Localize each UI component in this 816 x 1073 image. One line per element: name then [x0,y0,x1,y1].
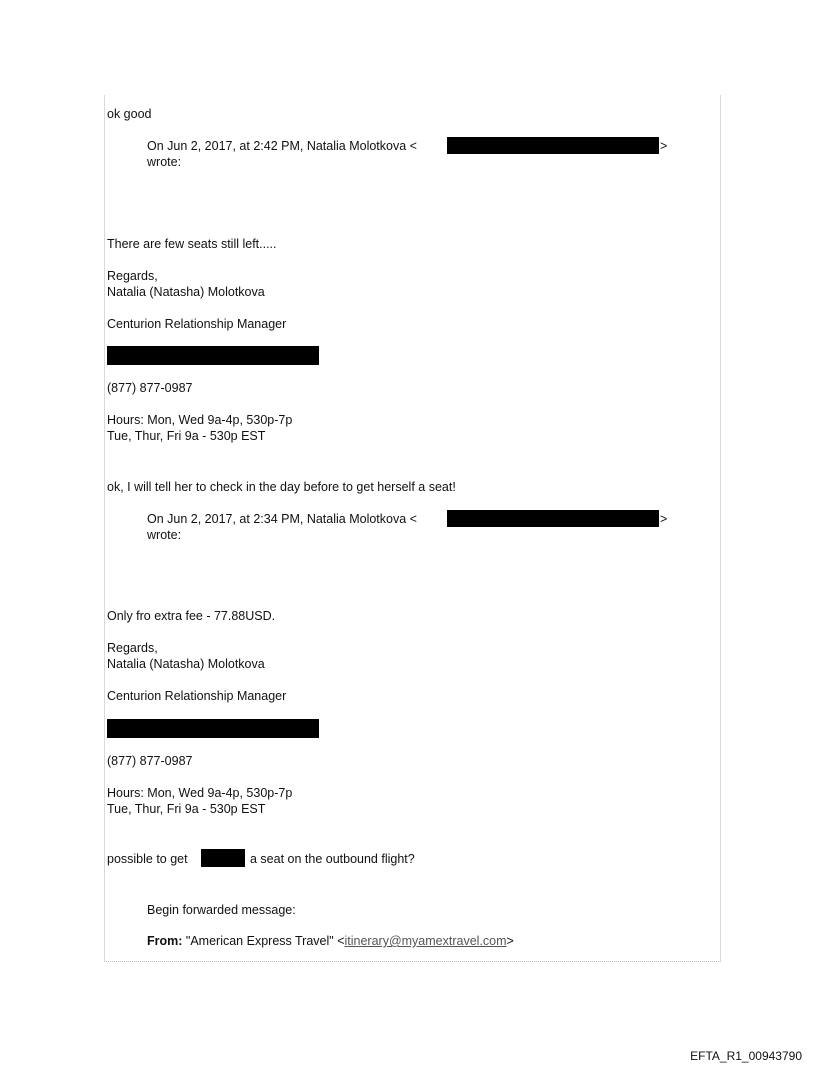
from-end: > [506,934,514,948]
signature-phone-1: (877) 877-0987 [107,381,193,395]
reply-seat-question-part2: a seat on the outbound flight? [250,852,415,866]
signature-regards-2: Regards, [107,641,158,655]
from-email-link[interactable]: itinerary@myamextravel.com [344,934,507,948]
redacted-block-1 [107,346,319,365]
email-frame [104,95,721,962]
redacted-block-2 [107,719,319,738]
signature-hours-2b: Tue, Thur, Fri 9a - 530p EST [107,802,266,816]
document-id: EFTA_R1_00943790 [690,1049,802,1063]
message-body-2: Only fro extra fee - 77.88USD. [107,609,276,623]
signature-hours-1b: Tue, Thur, Fri 9a - 530p EST [107,429,266,443]
quote-header-2-wrote: wrote: [147,528,182,542]
quote-header-1-wrote: wrote: [147,155,182,169]
quote-header-1: On Jun 2, 2017, at 2:42 PM, Natalia Molotkova < [147,139,417,153]
quote-header-2: On Jun 2, 2017, at 2:34 PM, Natalia Molotkova < [147,512,417,526]
redacted-email-2 [447,510,659,527]
signature-title-1: Centurion Relationship Manager [107,317,287,331]
quote-header-2-end: > [660,512,668,526]
signature-title-2: Centurion Relationship Manager [107,689,287,703]
from-label: From: [147,934,183,948]
quote-header-1-end: > [660,139,668,153]
message-body-1: There are few seats still left..... [107,237,277,251]
from-name: "American Express Travel" < [185,934,345,948]
reply-seat-question-part1: possible to get [107,852,188,866]
signature-hours-2a: Hours: Mon, Wed 9a-4p, 530p-7p [107,786,293,800]
reply-ok-good: ok good [107,107,152,121]
signature-name-1: Natalia (Natasha) Molotkova [107,285,265,299]
redacted-email-1 [447,137,659,154]
redacted-name [201,849,245,867]
forwarded-from-line [147,933,514,949]
signature-hours-1a: Hours: Mon, Wed 9a-4p, 530p-7p [107,413,293,427]
signature-phone-2: (877) 877-0987 [107,754,193,768]
signature-name-2: Natalia (Natasha) Molotkova [107,657,265,671]
forwarded-message-header: Begin forwarded message: [147,903,296,917]
signature-regards-1: Regards, [107,269,158,283]
reply-check-in: ok, I will tell her to check in the day before to get herself a seat! [107,480,456,494]
